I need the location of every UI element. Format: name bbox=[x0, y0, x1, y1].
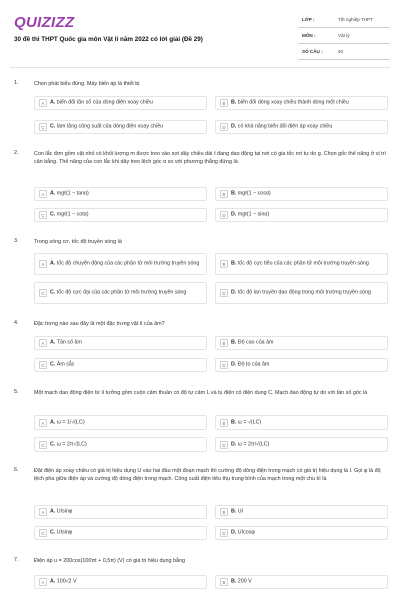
option-text: 200 V bbox=[237, 578, 252, 585]
option-b[interactable] bbox=[215, 253, 388, 275]
option-badge: C bbox=[39, 441, 47, 449]
document-title: 30 đề thi THPT Quốc gia môn Vật lí năm 2022 có lời giải (Đề 29) bbox=[14, 36, 203, 43]
meta-subject-value: Vật lý bbox=[338, 33, 350, 38]
option-badge: B bbox=[220, 508, 228, 516]
option-badge: A bbox=[39, 99, 47, 107]
option-d[interactable] bbox=[215, 120, 388, 134]
option-label: D. bbox=[231, 440, 237, 447]
option-a[interactable] bbox=[34, 575, 207, 589]
option-d[interactable] bbox=[215, 282, 388, 304]
option-badge: B bbox=[220, 419, 228, 427]
option-a[interactable] bbox=[34, 187, 207, 201]
option-text: ω = 1/√(LC) bbox=[56, 418, 85, 425]
option-badge: D bbox=[220, 211, 228, 219]
option-text: biến đổi tần số của dòng điện xoay chiều bbox=[56, 99, 153, 106]
meta-count-key: SỐ CÂU : bbox=[302, 49, 323, 54]
option-b[interactable] bbox=[215, 505, 388, 519]
question-text: Trong sóng cơ, tốc độ truyền sóng là bbox=[34, 239, 122, 245]
option-badge: C bbox=[39, 529, 47, 537]
option-label: D. bbox=[231, 123, 237, 130]
option-label: C. bbox=[50, 211, 56, 218]
option-text: ω = 2π/√(LC) bbox=[237, 440, 270, 447]
question-number: 7. bbox=[14, 557, 19, 563]
option-text: mgℓ(1 − cotα) bbox=[56, 211, 89, 218]
option-badge: C bbox=[39, 361, 47, 369]
option-d[interactable] bbox=[215, 208, 388, 222]
option-b[interactable] bbox=[215, 415, 388, 430]
question-text: Đặt điện áp xoay chiều có giá trị hiệu dụng U vào hai đầu một đoạn mạch thì cường độ dòng điện trong mạch có giá trị hiệu dụng là I. Gọi φ là độ lệch pha giữa điện áp và cường độ dòng điện trong mạch. Công suất điện tiêu thụ trung bình của mạch trong một chu kì là bbox=[34, 468, 381, 482]
option-c[interactable] bbox=[34, 437, 207, 452]
option-a[interactable] bbox=[34, 253, 207, 275]
option-label: C. bbox=[50, 289, 56, 296]
question-text: Chọn phát biểu đúng. Máy biến áp là thiết bị bbox=[34, 81, 140, 87]
meta-class-value: Tốt nghiệp THPT bbox=[338, 17, 373, 22]
option-label: B. bbox=[231, 99, 237, 106]
option-label: A. bbox=[50, 190, 56, 197]
question-number: 6. bbox=[14, 467, 19, 473]
option-label: B. bbox=[231, 418, 237, 425]
option-label: A. bbox=[50, 99, 56, 106]
option-text: UIsinφ bbox=[56, 508, 73, 515]
option-badge: B bbox=[220, 260, 228, 268]
option-text: làm tăng công suất của dòng điện xoay chiều bbox=[56, 123, 164, 130]
option-text: UIcosφ bbox=[237, 529, 255, 536]
option-c[interactable] bbox=[34, 120, 207, 134]
meta-subject-key: MÔN : bbox=[302, 33, 316, 38]
option-text: tốc độ lan truyền dao động trong môi trường truyền sóng bbox=[237, 289, 371, 296]
option-text: Độ to của âm bbox=[237, 361, 270, 368]
option-d[interactable] bbox=[215, 526, 388, 540]
option-label: C. bbox=[50, 440, 56, 447]
option-label: D. bbox=[231, 361, 237, 368]
option-label: A. bbox=[50, 260, 56, 267]
option-text: UIsinφ bbox=[56, 529, 73, 536]
option-badge: B bbox=[220, 190, 228, 198]
option-c[interactable] bbox=[34, 208, 207, 222]
option-text: tốc độ chuyển động của các phần tử môi trường truyền sóng bbox=[56, 260, 200, 267]
option-badge: B bbox=[220, 99, 228, 107]
option-a[interactable] bbox=[34, 96, 207, 110]
question-text: Con lắc đơn gồm vật nhỏ có khối lượng m được treo vào sợi dây chiều dài ℓ đang dao động tại nơi có gia tốc rơi tự do g. Chọn gốc thế năng ở vị trí cân bằng. Thế năng của con lắc khi dây treo lệch góc α so với phương thẳng đứng là bbox=[34, 151, 386, 165]
option-text: mgℓ(1 − cosα) bbox=[237, 190, 271, 197]
question-number: 1. bbox=[14, 80, 19, 86]
option-badge: C bbox=[39, 289, 47, 297]
option-text: biến đổi dòng xoay chiều thành dòng một chiều bbox=[237, 99, 349, 106]
option-badge: A bbox=[39, 508, 47, 516]
option-badge: A bbox=[39, 190, 47, 198]
meta-question-count bbox=[298, 44, 390, 60]
option-d[interactable] bbox=[215, 358, 388, 372]
option-label: B. bbox=[231, 260, 237, 267]
question-text: Điện áp u = 200cos(100πt + 0,5π) (V) có giá trị hiệu dụng bằng bbox=[34, 558, 185, 564]
meta-class bbox=[298, 12, 390, 28]
option-label: C. bbox=[50, 123, 56, 130]
option-text: mgℓ(1 − tanα) bbox=[56, 190, 89, 197]
option-b[interactable] bbox=[215, 96, 388, 110]
question-number: 2. bbox=[14, 150, 19, 156]
option-label: A. bbox=[50, 418, 56, 425]
option-badge: C bbox=[39, 211, 47, 219]
option-badge: A bbox=[39, 419, 47, 427]
option-text: UI bbox=[237, 508, 244, 515]
option-label: B. bbox=[231, 508, 237, 515]
option-label: A. bbox=[50, 339, 56, 346]
option-c[interactable] bbox=[34, 282, 207, 304]
option-label: A. bbox=[50, 578, 56, 585]
option-c[interactable] bbox=[34, 358, 207, 372]
option-label: D. bbox=[231, 211, 237, 218]
question-number: 5. bbox=[14, 389, 19, 395]
meta-class-key: LỚP : bbox=[302, 17, 315, 22]
option-badge: D bbox=[220, 529, 228, 537]
option-label: D. bbox=[231, 529, 237, 536]
option-text: Tần số âm bbox=[56, 339, 82, 346]
option-a[interactable] bbox=[34, 505, 207, 519]
option-a[interactable] bbox=[34, 415, 207, 430]
option-badge: D bbox=[220, 289, 228, 297]
option-d[interactable] bbox=[215, 437, 388, 452]
option-label: A. bbox=[50, 508, 56, 515]
option-text: Độ cao của âm bbox=[237, 339, 274, 346]
option-label: B. bbox=[231, 339, 237, 346]
option-label: B. bbox=[231, 578, 237, 585]
option-text: tốc độ cực tiểu của các phần tử môi trường truyền sóng bbox=[237, 260, 369, 267]
option-label: C. bbox=[50, 529, 56, 536]
option-text: 100√2 V bbox=[56, 578, 77, 585]
option-label: D. bbox=[231, 289, 237, 296]
option-text: ω = √(LC) bbox=[237, 418, 262, 425]
option-text: Âm sắc bbox=[56, 361, 75, 368]
question-number: 4. bbox=[14, 320, 19, 326]
option-text: có khả năng biến đổi điện áp xoay chiều bbox=[237, 123, 333, 130]
option-badge: B bbox=[220, 578, 228, 586]
meta-count-value: 40 bbox=[338, 49, 344, 54]
option-badge: D bbox=[220, 441, 228, 449]
option-label: B. bbox=[231, 190, 237, 197]
meta-subject bbox=[298, 28, 390, 44]
option-badge: B bbox=[220, 339, 228, 347]
option-badge: D bbox=[220, 123, 228, 131]
quizizz-logo: QUIZIZZ bbox=[14, 14, 75, 31]
header-divider bbox=[10, 67, 390, 68]
option-b[interactable] bbox=[215, 575, 388, 589]
option-badge: A bbox=[39, 578, 47, 586]
question-text: Đặc trưng nào sau đây là một đặc trưng vật lí của âm? bbox=[34, 321, 165, 327]
option-badge: D bbox=[220, 361, 228, 369]
option-c[interactable] bbox=[34, 526, 207, 540]
option-b[interactable] bbox=[215, 187, 388, 201]
question-text: Một mạch dao động điện từ lí tưởng gồm cuộn cảm thuần có độ tự cảm L và tụ điện có điện dung C. Mạch dao động tự do với tần số góc là bbox=[34, 390, 368, 396]
option-badge: A bbox=[39, 260, 47, 268]
question-number: 3. bbox=[14, 238, 19, 244]
option-a[interactable] bbox=[34, 336, 207, 350]
option-text: tốc độ cực đại của các phần tử môi trường truyền sóng bbox=[56, 289, 187, 296]
option-badge: A bbox=[39, 339, 47, 347]
option-b[interactable] bbox=[215, 336, 388, 350]
option-text: ω = 2π√(LC) bbox=[56, 440, 87, 447]
option-text: mgℓ(1 − sinα) bbox=[237, 211, 270, 218]
option-badge: C bbox=[39, 123, 47, 131]
option-label: C. bbox=[50, 361, 56, 368]
